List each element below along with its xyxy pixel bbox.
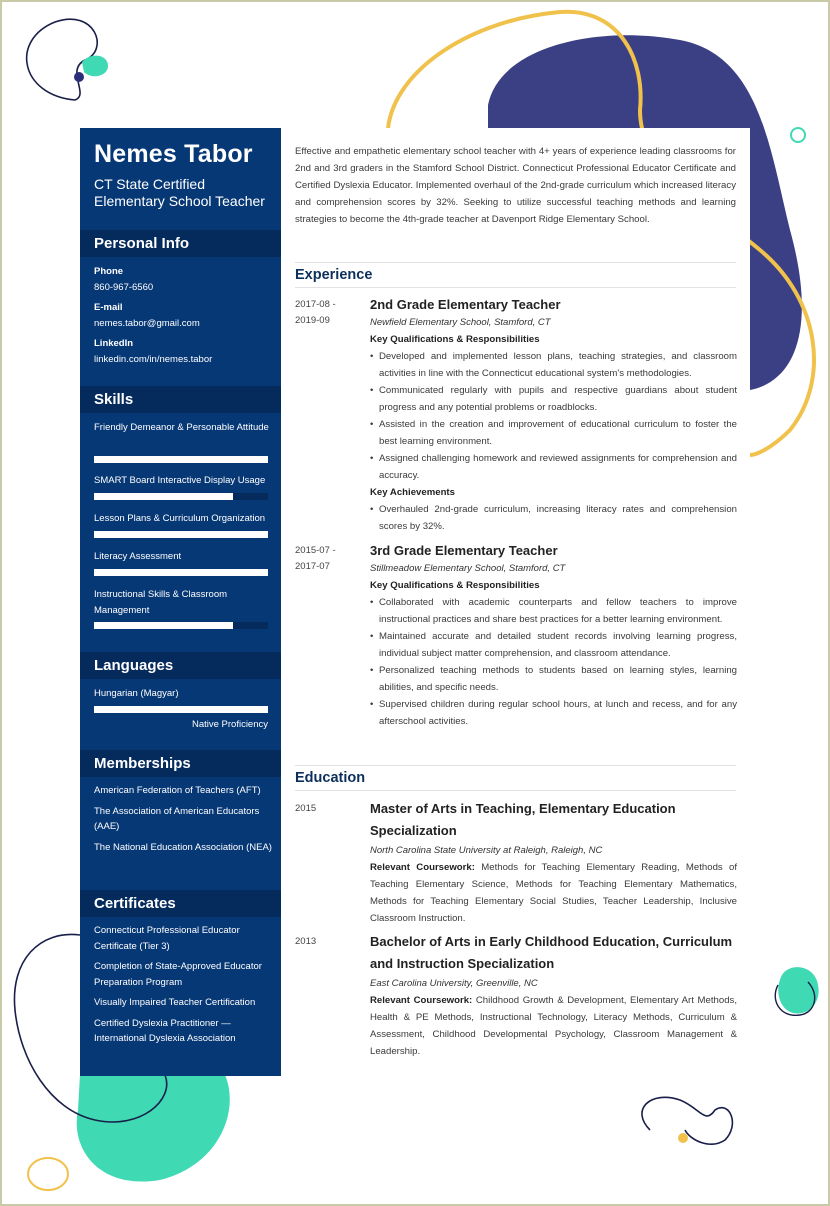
membership-item: The Association of American Educators (AAE) bbox=[94, 805, 260, 832]
languages-heading: Languages bbox=[80, 652, 281, 679]
teal-blob-bottom-left bbox=[77, 1075, 230, 1182]
skill-label: Instructional Skills & Classroom Management bbox=[94, 589, 228, 616]
experience-heading: Experience bbox=[295, 262, 736, 288]
degree-title: Bachelor of Arts in Early Childhood Education, Curriculum and Instruction Specialization bbox=[370, 934, 733, 971]
job-title: 2nd Grade Elementary Teacher bbox=[370, 297, 561, 312]
education-year: 2015 bbox=[295, 803, 317, 814]
skills-heading: Skills bbox=[80, 386, 281, 413]
education-entry bbox=[370, 798, 737, 927]
skill-level-bar bbox=[94, 456, 268, 463]
language-level-bar bbox=[94, 706, 268, 713]
certificates-list bbox=[94, 923, 272, 1047]
memberships-heading: Memberships bbox=[80, 750, 281, 777]
certificates-heading: Certificates bbox=[80, 890, 281, 917]
education-entry bbox=[370, 931, 737, 1060]
achievements-list bbox=[370, 501, 737, 535]
linkedin-label: LinkedIn bbox=[94, 338, 134, 349]
education-heading: Education bbox=[295, 765, 736, 791]
personal-info-block bbox=[94, 264, 272, 367]
certificate-item: Visually Impaired Teacher Certification bbox=[94, 997, 256, 1008]
coursework bbox=[370, 992, 737, 1060]
skill-level-bar bbox=[94, 569, 268, 576]
list-item: • Supervised children during regular school hours, at lunch and recess, and for any afterschool activities. bbox=[370, 696, 737, 730]
email-value: nemes.tabor@gmail.com bbox=[94, 317, 200, 329]
memberships-list bbox=[94, 783, 272, 855]
job-company: Stillmeadow Elementary School, Stamford, CT bbox=[370, 563, 566, 574]
skill-label: Lesson Plans & Curriculum Organization bbox=[94, 513, 266, 524]
skill-level-bar bbox=[94, 531, 268, 538]
skill-label: Friendly Demeanor & Personable Attitude bbox=[94, 422, 269, 433]
navy-dot-top-left bbox=[74, 72, 84, 82]
job-date-start: 2017-08 - bbox=[295, 299, 336, 310]
linkedin-value: linkedin.com/in/nemes.tabor bbox=[94, 353, 213, 365]
skill-label: SMART Board Interactive Display Usage bbox=[94, 475, 266, 486]
school-name: North Carolina State University at Raleigh, Raleigh, NC bbox=[370, 845, 603, 856]
gold-dot-bottom-right bbox=[678, 1133, 688, 1143]
job-dates bbox=[295, 297, 355, 329]
job-dates bbox=[295, 543, 355, 575]
skill-label: Literacy Assessment bbox=[94, 551, 182, 562]
certificate-item: Certified Dyslexia Practitioner — International Dyslexia Association bbox=[94, 1017, 236, 1044]
list-item: • Personalized teaching methods to students based on learning styles, learning abilities, and specific needs. bbox=[370, 662, 737, 696]
responsibilities-list bbox=[370, 348, 737, 484]
gold-ring-bottom-left bbox=[28, 1158, 68, 1190]
list-item: • Collaborated with academic counterparts and fellow teachers to improve instructional practices and share best practices for a better learning environment. bbox=[370, 594, 737, 628]
degree-title: Master of Arts in Teaching, Elementary Education Specialization bbox=[370, 801, 676, 838]
email-label: E-mail bbox=[94, 302, 123, 313]
candidate-title: CT State Certified Elementary School Teacher bbox=[94, 176, 265, 209]
list-item: • Assigned challenging homework and reviewed assignments for comprehension and accuracy. bbox=[370, 450, 737, 484]
profile-summary: Effective and empathetic elementary school teacher with 4+ years of experience leading classrooms for 2nd and 3rd graders in the Stamford School District. Connecticut Professional Educator Certificate and Certified Dyslexia Educator. Implemented overhaul of the 2nd-grade curriculum which increased literacy and comprehension scores by 32%. Seeking to utilize successful teaching methods and learning strategies to become the 4th-grade teacher at Davenport Ridge Elementary School. bbox=[295, 146, 736, 225]
list-item: • Developed and implemented lesson plans, teaching strategies, and classroom activities in line with the Connecticut educational system's methodologies. bbox=[370, 348, 737, 382]
coursework-text: Methods for Teaching Elementary Reading, Methods of Teaching Elementary Science, Methods for Teaching Elementary Mathematics, Methods for Teaching Elementary Social Studies, Teacher Leadership, Inclusive Classroom Instruction. bbox=[370, 862, 738, 924]
job-date-end: 2019-09 bbox=[295, 315, 330, 326]
candidate-name: Nemes Tabor bbox=[94, 140, 253, 168]
job-title: 3rd Grade Elementary Teacher bbox=[370, 543, 558, 558]
responsibilities-label: Key Qualifications & Responsibilities bbox=[370, 334, 540, 345]
coursework-label: Relevant Coursework: bbox=[370, 995, 473, 1006]
list-item: • Communicated regularly with pupils and respective guardians about student progress and any potential problems or roadblocks. bbox=[370, 382, 737, 416]
school-name: East Carolina University, Greenville, NC bbox=[370, 978, 538, 989]
sidebar bbox=[80, 128, 281, 1076]
skill-level-bar bbox=[94, 622, 268, 629]
membership-item: American Federation of Teachers (AFT) bbox=[94, 785, 261, 796]
coursework-text: Childhood Growth & Development, Elementary Art Methods, Health & PE Methods, Instructional Technology, Literacy Methods, Curriculum & Assessment, Childhood Developmental Psychology, Classroom Management & Leadership. bbox=[370, 995, 737, 1057]
list-item: • Maintained accurate and detailed student records involving learning progress, individual subject matter comprehension, and classroom attendance. bbox=[370, 628, 737, 662]
teal-ring-right bbox=[791, 128, 805, 142]
phone-label: Phone bbox=[94, 266, 124, 277]
skill-level-bar bbox=[94, 493, 268, 500]
list-item: • Assisted in the creation and improvement of educational curriculum to foster the best learning environment. bbox=[370, 416, 737, 450]
personal-info-heading: Personal Info bbox=[80, 230, 281, 257]
coursework bbox=[370, 859, 737, 927]
membership-item: The National Education Association (NEA) bbox=[94, 841, 272, 853]
phone-value: 860-967-6560 bbox=[94, 281, 154, 293]
certificate-item: Completion of State-Approved Educator Preparation Program bbox=[94, 961, 262, 988]
responsibilities-label: Key Qualifications & Responsibilities bbox=[370, 580, 540, 591]
list-item: • Overhauled 2nd-grade curriculum, increasing literacy rates and comprehension scores by 32%. bbox=[370, 501, 737, 535]
main-content bbox=[281, 128, 750, 1076]
education-year: 2013 bbox=[295, 936, 317, 947]
job-entry bbox=[370, 542, 737, 730]
teal-blob-top-left bbox=[82, 56, 108, 77]
job-entry bbox=[370, 296, 737, 535]
language-proficiency: Native Proficiency bbox=[191, 719, 268, 730]
job-date-start: 2015-07 - bbox=[295, 545, 336, 556]
achievements-label: Key Achievements bbox=[370, 487, 455, 498]
responsibilities-list bbox=[370, 594, 737, 730]
job-company: Newfield Elementary School, Stamford, CT bbox=[370, 317, 551, 328]
language-label: Hungarian (Magyar) bbox=[94, 688, 179, 699]
coursework-label: Relevant Coursework: bbox=[370, 862, 475, 873]
certificate-item: Connecticut Professional Educator Certificate (Tier 3) bbox=[94, 925, 240, 952]
job-date-end: 2017-07 bbox=[295, 561, 330, 572]
